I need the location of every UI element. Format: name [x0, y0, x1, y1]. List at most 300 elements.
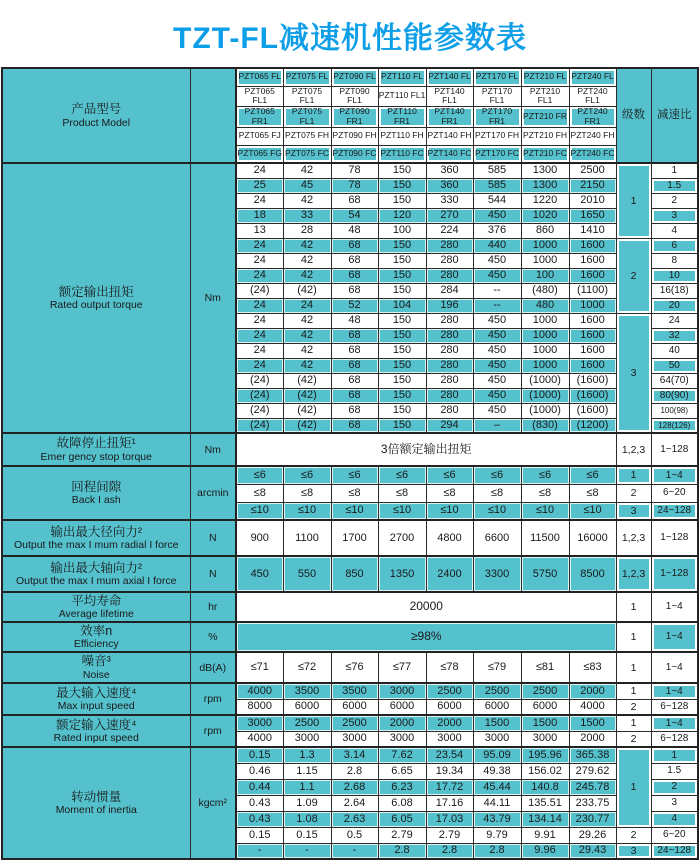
section-label-en: Rated output torque — [49, 299, 143, 312]
value-cell: 365.38 — [569, 747, 616, 763]
ratio-cell: 24~128 — [651, 843, 698, 859]
section-label-en: Back I ash — [71, 494, 121, 507]
model-cell: PZT075 FH — [283, 127, 331, 145]
model-cell: PZT140 FH — [426, 127, 473, 145]
value-cell: 68 — [331, 373, 378, 388]
value-cell: ≤6 — [331, 466, 378, 484]
value-cell: (1600) — [569, 373, 616, 388]
value-cell: 150 — [378, 403, 426, 418]
stage-cell: 3 — [616, 843, 651, 859]
value-cell: 860 — [521, 223, 569, 238]
value-cell: 280 — [426, 328, 473, 343]
value-cell: 1500 — [521, 715, 569, 731]
value-cell: 280 — [426, 373, 473, 388]
value-cell: 1600 — [569, 343, 616, 358]
value-cell: 2500 — [569, 163, 616, 178]
section-label — [2, 715, 190, 747]
value-cell: ≤77 — [378, 652, 426, 683]
value-cell: 2.79 — [378, 827, 426, 843]
model-cell: PZT075 FC — [283, 145, 331, 163]
ratio-cell: 1 — [651, 163, 698, 178]
stage-cell: 1 — [616, 163, 651, 238]
ratio-cell: 6~20 — [651, 484, 698, 502]
value-cell: ≤6 — [521, 466, 569, 484]
section-label — [2, 556, 190, 592]
value-cell: 100 — [378, 223, 426, 238]
stage-cell: 1,2,3 — [616, 556, 651, 592]
value-cell: 150 — [378, 313, 426, 328]
value-cell: - — [331, 843, 378, 859]
value-cell: 450 — [473, 313, 521, 328]
ratio-cell: 1~4 — [651, 652, 698, 683]
span-value-cell: ≥98% — [236, 622, 616, 652]
value-cell: 68 — [331, 358, 378, 373]
section-label — [2, 747, 190, 859]
model-cell: PZT240 FR1 — [569, 107, 616, 128]
value-cell: ≤78 — [426, 652, 473, 683]
ratio-cell: 1 — [651, 747, 698, 763]
value-cell: 280 — [426, 253, 473, 268]
unit-cell: kgcm² — [190, 747, 236, 859]
value-cell: 42 — [283, 268, 331, 283]
value-cell: 450 — [473, 253, 521, 268]
value-cell: 280 — [426, 343, 473, 358]
value-cell: 0.15 — [236, 827, 283, 843]
ratio-cell: 20 — [651, 298, 698, 313]
value-cell: ≤8 — [236, 484, 283, 502]
value-cell: (24) — [236, 283, 283, 298]
value-cell: 7.62 — [378, 747, 426, 763]
value-cell: 42 — [283, 313, 331, 328]
ratio-cell: 3 — [651, 208, 698, 223]
value-cell: 42 — [283, 163, 331, 178]
value-cell: 1000 — [521, 343, 569, 358]
section-label-en: Output the max I mum axial I force — [16, 575, 177, 588]
ratio-cell: 4 — [651, 811, 698, 827]
ratio-cell: 50 — [651, 358, 698, 373]
model-cell: PZT090 FH — [331, 127, 378, 145]
ratio-cell: 6 — [651, 238, 698, 253]
model-cell: PZT075 FL1 — [283, 107, 331, 128]
value-cell: 1600 — [569, 358, 616, 373]
value-cell: 1020 — [521, 208, 569, 223]
value-cell: 450 — [473, 208, 521, 223]
value-cell: 1100 — [283, 520, 331, 556]
value-cell: 17.16 — [426, 795, 473, 811]
unit-cell: rpm — [190, 683, 236, 715]
value-cell: 150 — [378, 418, 426, 433]
value-cell: 245.78 — [569, 779, 616, 795]
model-cell: PZT065 FL — [236, 68, 283, 86]
ratio-cell: 1.5 — [651, 178, 698, 193]
value-cell: 150 — [378, 238, 426, 253]
stage-cell: 2 — [616, 484, 651, 502]
ratio-cell: 40 — [651, 343, 698, 358]
model-cell: PZT170 FL1 — [473, 86, 521, 107]
value-cell: 224 — [426, 223, 473, 238]
section-label — [2, 520, 190, 556]
value-cell: 450 — [473, 403, 521, 418]
value-cell: 44.11 — [473, 795, 521, 811]
stage-cell: 2 — [616, 731, 651, 747]
value-cell: 0.5 — [331, 827, 378, 843]
value-cell: 1500 — [569, 715, 616, 731]
unit-cell: dB(A) — [190, 652, 236, 683]
section-label — [2, 433, 190, 466]
value-cell: 280 — [426, 358, 473, 373]
value-cell: ≤6 — [283, 466, 331, 484]
model-cell: PZT090 FL1 — [331, 86, 378, 107]
value-cell: 42 — [283, 358, 331, 373]
ratio-cell: 24~128 — [651, 502, 698, 520]
value-cell: ≤10 — [378, 502, 426, 520]
value-cell: 2.8 — [331, 763, 378, 779]
value-cell: ≤8 — [331, 484, 378, 502]
value-cell: 1600 — [569, 253, 616, 268]
stage-cell: 2 — [616, 699, 651, 715]
stage-cell: 1 — [616, 747, 651, 827]
value-cell: 24 — [236, 163, 283, 178]
stage-cell: 1 — [616, 683, 651, 699]
value-cell: 25 — [236, 178, 283, 193]
value-cell: 1600 — [569, 238, 616, 253]
value-cell: 150 — [378, 163, 426, 178]
section-label-en: Output the max I mum radial I force — [13, 539, 179, 552]
unit-cell: Nm — [190, 163, 236, 433]
value-cell: 68 — [331, 403, 378, 418]
value-cell: 2500 — [426, 683, 473, 699]
model-cell: PZT170 FL — [473, 68, 521, 86]
spec-table — [1, 67, 699, 860]
value-cell: 29.26 — [569, 827, 616, 843]
value-cell: 11500 — [521, 520, 569, 556]
value-cell: 42 — [283, 328, 331, 343]
ratio-column-header: 减速比 — [651, 68, 698, 163]
ratio-cell: 16(18) — [651, 283, 698, 298]
ratio-cell: 1~4 — [651, 715, 698, 731]
value-cell: 2500 — [283, 715, 331, 731]
value-cell: 68 — [331, 268, 378, 283]
value-cell: 280 — [426, 388, 473, 403]
value-cell: 68 — [331, 238, 378, 253]
value-cell: 8500 — [569, 556, 616, 592]
section-label-en: Rated input speed — [53, 732, 139, 745]
stage-cell: 2 — [616, 238, 651, 313]
value-cell: 0.46 — [236, 763, 283, 779]
section-label-zh: 额定输出扭矩 — [58, 284, 134, 299]
value-cell: 17.72 — [426, 779, 473, 795]
value-cell: 54 — [331, 208, 378, 223]
unit-cell: Nm — [190, 433, 236, 466]
value-cell: 24 — [236, 313, 283, 328]
unit-cell: arcmin — [190, 466, 236, 520]
value-cell: (1000) — [521, 388, 569, 403]
value-cell: 104 — [378, 298, 426, 313]
value-cell: 280 — [426, 238, 473, 253]
value-cell: 156.02 — [521, 763, 569, 779]
value-cell: 68 — [331, 193, 378, 208]
value-cell: 330 — [426, 193, 473, 208]
section-label — [2, 592, 190, 622]
value-cell: 68 — [331, 388, 378, 403]
page-title: TZT-FL减速机性能参数表 — [173, 22, 527, 55]
value-cell: 3000 — [378, 683, 426, 699]
value-cell: - — [283, 843, 331, 859]
ratio-cell: 1~128 — [651, 520, 698, 556]
value-cell: 68 — [331, 253, 378, 268]
value-cell: 2400 — [426, 556, 473, 592]
value-cell: 1300 — [521, 163, 569, 178]
unit-cell: % — [190, 622, 236, 652]
model-cell: PZT140 FC — [426, 145, 473, 163]
value-cell: (24) — [236, 373, 283, 388]
value-cell: 150 — [378, 193, 426, 208]
value-cell: 1.1 — [283, 779, 331, 795]
value-cell: 3000 — [473, 731, 521, 747]
value-cell: 24 — [236, 298, 283, 313]
value-cell: ≤76 — [331, 652, 378, 683]
value-cell: 6.23 — [378, 779, 426, 795]
model-cell: PZT090 FR1 — [331, 107, 378, 128]
value-cell: 2.63 — [331, 811, 378, 827]
section-label — [2, 652, 190, 683]
value-cell: 450 — [473, 343, 521, 358]
value-cell: 68 — [331, 418, 378, 433]
ratio-cell: 2 — [651, 779, 698, 795]
model-cell: PZT240 FL — [569, 68, 616, 86]
value-cell: 9.91 — [521, 827, 569, 843]
value-cell: 68 — [331, 283, 378, 298]
value-cell: 585 — [473, 178, 521, 193]
value-cell: (1000) — [521, 403, 569, 418]
ratio-cell: 2 — [651, 193, 698, 208]
value-cell: 42 — [283, 343, 331, 358]
stage-cell: 3 — [616, 502, 651, 520]
value-cell: ≤6 — [378, 466, 426, 484]
value-cell: 900 — [236, 520, 283, 556]
value-cell: (24) — [236, 388, 283, 403]
value-cell: 6.08 — [378, 795, 426, 811]
value-cell: 150 — [378, 253, 426, 268]
value-cell: 150 — [378, 358, 426, 373]
section-label — [2, 683, 190, 715]
value-cell: 29.43 — [569, 843, 616, 859]
value-cell: 1000 — [521, 313, 569, 328]
value-cell: ≤6 — [426, 466, 473, 484]
ratio-cell: 100(98) — [651, 403, 698, 418]
value-cell: 0.43 — [236, 811, 283, 827]
value-cell: 150 — [378, 328, 426, 343]
section-label-en: Average lifetime — [58, 608, 134, 621]
value-cell: ≤10 — [569, 502, 616, 520]
value-cell: 8000 — [236, 699, 283, 715]
value-cell: 2500 — [473, 683, 521, 699]
value-cell: 3300 — [473, 556, 521, 592]
model-cell: PZT090 FC — [331, 145, 378, 163]
value-cell: 4800 — [426, 520, 473, 556]
value-cell: ≤8 — [569, 484, 616, 502]
value-cell: 3.14 — [331, 747, 378, 763]
section-label — [2, 622, 190, 652]
section-label-zh: 故障停止扭矩¹ — [56, 436, 136, 451]
value-cell: 150 — [378, 268, 426, 283]
value-cell: (1200) — [569, 418, 616, 433]
model-cell: PZT170 FR1 — [473, 107, 521, 128]
value-cell: 18 — [236, 208, 283, 223]
value-cell: (42) — [283, 373, 331, 388]
stage-cell: 1,2,3 — [616, 520, 651, 556]
value-cell: ≤79 — [473, 652, 521, 683]
section-label-en: Emer gency stop torque — [40, 450, 152, 463]
value-cell: 270 — [426, 208, 473, 223]
value-cell: 24 — [236, 193, 283, 208]
value-cell: 2000 — [426, 715, 473, 731]
value-cell: 1300 — [521, 178, 569, 193]
ratio-cell: 10 — [651, 268, 698, 283]
value-cell: 1.3 — [283, 747, 331, 763]
section-label-en: Max input speed — [57, 700, 135, 713]
value-cell: ≤81 — [521, 652, 569, 683]
value-cell: 6.65 — [378, 763, 426, 779]
value-cell: 1410 — [569, 223, 616, 238]
value-cell: 4000 — [236, 683, 283, 699]
value-cell: 33 — [283, 208, 331, 223]
value-cell: ≤10 — [426, 502, 473, 520]
value-cell: 52 — [331, 298, 378, 313]
value-cell: 2.8 — [426, 843, 473, 859]
ratio-cell: 1~128 — [651, 433, 698, 466]
section-label-en: Noise — [82, 668, 110, 681]
value-cell: 150 — [378, 283, 426, 298]
value-cell: 2.68 — [331, 779, 378, 795]
model-cell: PZT140 FL1 — [426, 86, 473, 107]
model-cell: PZT140 FL — [426, 68, 473, 86]
section-label-zh: 回程间隙 — [71, 479, 122, 494]
value-cell: 4000 — [236, 731, 283, 747]
value-cell: -- — [473, 298, 521, 313]
model-cell: PZT065 FJ — [236, 127, 283, 145]
value-cell: (1000) — [521, 373, 569, 388]
value-cell: 0.15 — [283, 827, 331, 843]
value-cell: 233.75 — [569, 795, 616, 811]
value-cell: – — [473, 418, 521, 433]
ratio-cell: 6~20 — [651, 827, 698, 843]
value-cell: 42 — [283, 253, 331, 268]
value-cell: 9.96 — [521, 843, 569, 859]
section-label-zh: 额定输入速度⁴ — [56, 717, 137, 732]
ratio-cell: 6~128 — [651, 699, 698, 715]
value-cell: (830) — [521, 418, 569, 433]
value-cell: 376 — [473, 223, 521, 238]
unit-cell: N — [190, 556, 236, 592]
value-cell: 2000 — [569, 683, 616, 699]
model-cell: PZT065 FL1 — [236, 86, 283, 107]
ratio-cell: 1~4 — [651, 592, 698, 622]
value-cell: ≤8 — [378, 484, 426, 502]
value-cell: 1000 — [521, 358, 569, 373]
section-label-en: Efficiency — [73, 638, 119, 651]
ratio-cell: 32 — [651, 328, 698, 343]
value-cell: 850 — [331, 556, 378, 592]
value-cell: 280 — [426, 403, 473, 418]
value-cell: 5750 — [521, 556, 569, 592]
section-label-zh: 平均寿命 — [71, 593, 122, 608]
value-cell: 585 — [473, 163, 521, 178]
value-cell: 450 — [473, 388, 521, 403]
section-label-zh: 噪音³ — [81, 654, 111, 669]
value-cell: ≤8 — [521, 484, 569, 502]
value-cell: ≤83 — [569, 652, 616, 683]
value-cell: ≤8 — [426, 484, 473, 502]
value-cell: 19.34 — [426, 763, 473, 779]
value-cell: 4000 — [569, 699, 616, 715]
value-cell: 1000 — [569, 298, 616, 313]
stage-cell: 1 — [616, 592, 651, 622]
value-cell: 480 — [521, 298, 569, 313]
value-cell: 2700 — [378, 520, 426, 556]
value-cell: 1600 — [569, 268, 616, 283]
value-cell: 450 — [473, 268, 521, 283]
value-cell: 550 — [283, 556, 331, 592]
value-cell: 24 — [236, 253, 283, 268]
product-model-label-en: Product Model — [62, 116, 131, 129]
value-cell: 1.15 — [283, 763, 331, 779]
value-cell: 3000 — [236, 715, 283, 731]
value-cell: 24 — [236, 238, 283, 253]
model-cell: PZT065 FR1 — [236, 107, 283, 128]
value-cell: 150 — [378, 373, 426, 388]
model-cell: PZT110 FH — [378, 127, 426, 145]
value-cell: 24 — [236, 358, 283, 373]
value-cell: 24 — [236, 328, 283, 343]
model-cell: PZT240 FL1 — [569, 86, 616, 107]
value-cell: - — [236, 843, 283, 859]
stage-cell: 1 — [616, 652, 651, 683]
value-cell: 78 — [331, 163, 378, 178]
value-cell: 360 — [426, 163, 473, 178]
span-value-cell: 3倍额定输出扭矩 — [236, 433, 616, 466]
section-label — [2, 466, 190, 520]
section-label-zh: 最大输入速度⁴ — [56, 685, 137, 700]
value-cell: 440 — [473, 238, 521, 253]
value-cell: (1600) — [569, 388, 616, 403]
value-cell: ≤6 — [569, 466, 616, 484]
value-cell: 150 — [378, 178, 426, 193]
value-cell: 284 — [426, 283, 473, 298]
value-cell: (480) — [521, 283, 569, 298]
value-cell: 9.79 — [473, 827, 521, 843]
value-cell: 49.38 — [473, 763, 521, 779]
ratio-cell: 1~128 — [651, 556, 698, 592]
product-model-label — [2, 68, 190, 163]
value-cell: 24 — [236, 343, 283, 358]
value-cell: (24) — [236, 418, 283, 433]
value-cell: 1700 — [331, 520, 378, 556]
value-cell: 3500 — [331, 683, 378, 699]
section-label-en: Moment of inertia — [55, 804, 137, 817]
value-cell: 280 — [426, 268, 473, 283]
value-cell: 1350 — [378, 556, 426, 592]
value-cell: 78 — [331, 178, 378, 193]
value-cell: 134.14 — [521, 811, 569, 827]
value-cell: 6000 — [521, 699, 569, 715]
model-cell: PZT075 FL1 — [283, 86, 331, 107]
value-cell: (42) — [283, 403, 331, 418]
ratio-cell: 1~4 — [651, 466, 698, 484]
ratio-cell: 64(70) — [651, 373, 698, 388]
stage-cell: 1 — [616, 715, 651, 731]
ratio-cell: 80(90) — [651, 388, 698, 403]
